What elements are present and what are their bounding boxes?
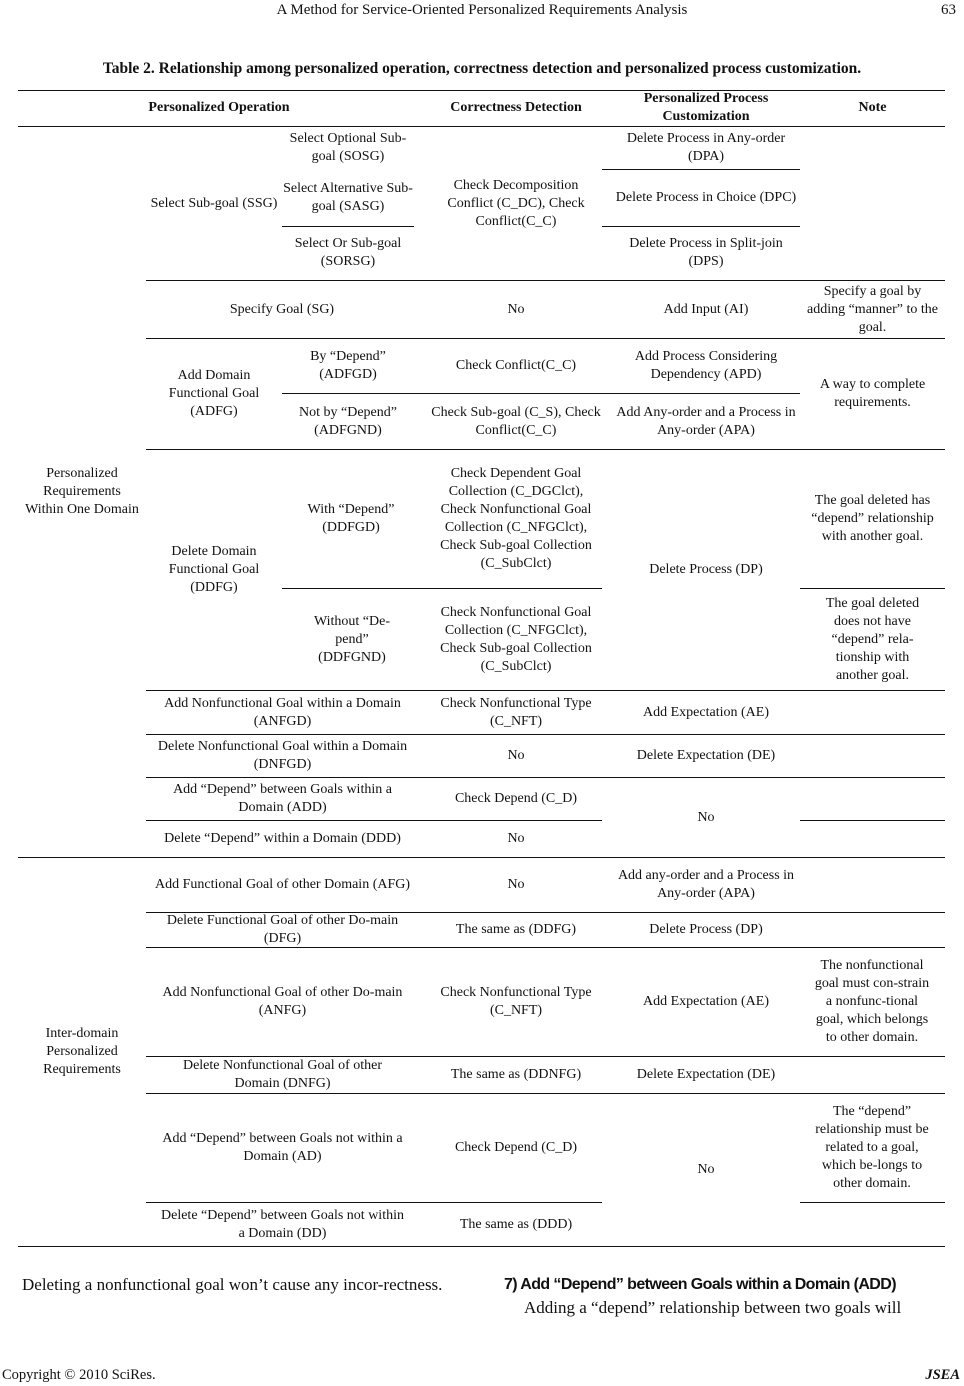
cell-text: Delete Functional Goal of other Do-main (DFG) <box>166 913 399 946</box>
cell-sorsg <box>282 226 414 280</box>
cell-dnfgd <box>150 735 415 777</box>
cell-ssg-detection <box>430 127 602 280</box>
cell-text: With “Depend” (DDFGD) <box>307 502 395 535</box>
cell-apa-2 <box>612 858 800 912</box>
cell-sg-detection <box>430 281 602 338</box>
cell-text: By “Depend” (ADFGD) <box>310 349 386 382</box>
cell-ad-detection <box>430 1094 602 1202</box>
cell-ai <box>612 281 800 338</box>
cell-text: Not by “Depend” (ADFGND) <box>299 404 397 438</box>
cell-text: Check Decomposition Conflict (C_DC), Check Conflict(C_C) <box>447 177 585 229</box>
page-number: 63 <box>941 2 956 18</box>
column-header-detection <box>430 90 602 126</box>
cell-text: Add Any-order and a Process in Any-order (APA) <box>616 404 796 438</box>
cell-dnfg-detection <box>430 1057 602 1093</box>
section-heading: 7) Add “Depend” between Goals within a Domain (ADD) <box>504 1276 896 1293</box>
column-header-operation <box>90 90 348 126</box>
cell-anfg-note <box>812 948 932 1056</box>
cell-add-ddd-customization <box>612 778 800 857</box>
cell-text: Add Domain Functional Goal (ADFG) <box>168 368 260 419</box>
cell-text: No <box>507 748 525 763</box>
cell-text: Select Or Sub-goal (SORSG) <box>294 236 402 269</box>
cell-adfg-note <box>805 339 940 449</box>
cell-anfgd <box>150 691 415 734</box>
cell-text: Add “Depend” between Goals within a Domain (ADD) <box>173 782 392 815</box>
cell-ddd <box>150 821 415 857</box>
cell-text: Check Nonfunctional Goal Collection (C_NFGClct), Check Sub-goal Collection (C_SubClct) <box>440 604 592 674</box>
cell-text: Add Input (AI) <box>663 301 749 317</box>
body-paragraph-left: Deleting a nonfunctional goal won’t cause any incor-rectness. <box>22 1275 443 1294</box>
group-label-inter-text: Inter-domain Personalized Requirements <box>43 1026 121 1077</box>
cell-ddfg <box>146 450 282 690</box>
cell-text: Delete Process (DP) <box>649 922 763 937</box>
cell-text: Check Conflict(C_C) <box>455 358 577 373</box>
cell-text: Add Nonfunctional Goal of other Do-main (ANFG) <box>162 985 403 1018</box>
cell-ddfgnd-detection <box>432 589 600 690</box>
cell-text: Without “De-pend” (DDFGND) <box>313 613 391 665</box>
cell-text: Delete Process in Split-join (DPS) <box>629 236 783 269</box>
column-header-note-text: Note <box>858 100 887 115</box>
running-header-title: A Method for Service-Oriented Personalized Requirements Analysis <box>276 2 688 18</box>
cell-add-detection <box>430 778 602 820</box>
cell-adfgnd-detection <box>430 394 602 449</box>
cell-ae-2 <box>612 948 800 1056</box>
table-bottom-rule <box>18 1246 945 1247</box>
cell-text: Add Nonfunctional Goal within a Domain (ANFGD) <box>164 695 401 729</box>
cell-text: No <box>507 877 525 892</box>
cell-text: Add Functional Goal of other Domain (AFG) <box>154 877 411 892</box>
cell-text: Delete Process in Any-order (DPA) <box>626 131 786 164</box>
cell-add <box>150 778 415 820</box>
cell-de-2 <box>612 1057 800 1093</box>
body-paragraph-right: Adding a “depend” relationship between two goals will <box>524 1298 902 1317</box>
cell-text: Delete “Depend” between Goals not within a Domain (DD) <box>161 1207 404 1241</box>
cell-text: Specify a goal by adding “manner” to the goal. <box>806 283 938 335</box>
cell-ddfgnd <box>300 589 404 690</box>
cell-text: Add Expectation (AE) <box>643 994 769 1009</box>
group-label-within-text: Personalized Requirements Within One Domain <box>25 466 139 517</box>
cell-sasg <box>282 170 414 226</box>
cell-anfg <box>150 948 415 1056</box>
cell-text: The “depend” relationship must be related to a goal, which be-longs to other domain. <box>815 1104 929 1191</box>
cell-adfg <box>146 339 282 449</box>
cell-text: Delete “Depend” within a Domain (DDD) <box>164 831 401 846</box>
table-caption: Table 2. Relationship among personalized operation, correctness detection and personalized process customization. <box>102 60 862 77</box>
cell-text: Select Optional Sub-goal (SOSG) <box>289 131 407 164</box>
cell-ad <box>160 1094 405 1202</box>
cell-anfg-detection <box>430 948 602 1056</box>
cell-sg <box>146 281 418 338</box>
column-header-note <box>800 90 945 126</box>
cell-ad-dd-customization <box>612 1094 800 1246</box>
cell-text: The goal deleted has “depend” relationship with another goal. <box>811 493 934 544</box>
cell-text: The same as (DDD) <box>459 1216 573 1232</box>
cell-sg-note <box>805 281 940 338</box>
cell-text: No <box>697 809 715 825</box>
cell-text: Select Alternative Sub-goal (SASG) <box>283 181 413 214</box>
cell-text: Specify Goal (SG) <box>229 301 335 317</box>
cell-text: The goal deleted does not have “depend” rela-tionship with another goal. <box>825 595 920 683</box>
column-header-customization-text: Personalized Process Customization <box>643 91 769 124</box>
cell-dp-2 <box>612 913 800 947</box>
cell-dd-detection <box>430 1203 602 1246</box>
footer-journal: JSEA <box>925 1367 960 1383</box>
cell-text: Delete Domain Functional Goal (DDFG) <box>168 544 260 595</box>
cell-sosg <box>282 127 414 169</box>
cell-text: No <box>507 301 525 317</box>
cell-adfgnd <box>282 394 414 449</box>
cell-dd <box>160 1203 405 1246</box>
cell-text: Check Sub-goal (C_S), Check Conflict(C_C) <box>431 404 601 438</box>
cell-text: Check Depend (C_D) <box>454 1140 578 1155</box>
cell-ae-1 <box>612 691 800 734</box>
cell-text: The same as (DDNFG) <box>450 1067 582 1082</box>
cell-dpc <box>612 170 800 226</box>
cell-text: The same as (DDFG) <box>455 922 577 937</box>
cell-ad-note <box>812 1094 932 1202</box>
cell-text: Add Process Considering Dependency (APD) <box>634 349 778 382</box>
column-header-operation-text: Personalized Operation <box>148 100 290 115</box>
cell-apa-1 <box>612 394 800 449</box>
cell-dnfgd-detection <box>430 735 602 777</box>
cell-text: Check Dependent Goal Collection (C_DGClct), Check Nonfunctional Goal Collection (C_NFGClct), Check Sub-goal Collection (C_SubClct) <box>440 466 592 571</box>
cell-ddfgd <box>282 450 420 588</box>
cell-ddfgd-detection <box>432 450 600 588</box>
cell-dfg-detection <box>430 913 602 947</box>
cell-text: Check Depend (C_D) <box>454 791 578 806</box>
cell-apd <box>612 339 800 393</box>
cell-adfgd-detection <box>430 339 602 393</box>
cell-anfgd-detection <box>430 691 602 734</box>
group-label-inter-domain <box>24 858 140 1246</box>
cell-dps <box>612 226 800 280</box>
cell-dpa <box>612 127 800 169</box>
column-header-detection-text: Correctness Detection <box>450 100 582 115</box>
cell-text: Add “Depend” between Goals not within a Domain (AD) <box>162 1131 403 1164</box>
cell-text: Check Nonfunctional Type (C_NFT) <box>440 695 592 729</box>
group-label-within-domain <box>24 127 140 857</box>
cell-ddfgnd-note <box>815 589 930 690</box>
footer-copyright: Copyright © 2010 SciRes. <box>2 1367 156 1383</box>
cell-ddd-detection <box>430 821 602 857</box>
cell-text: The nonfunctional goal must con-strain a nonfunc-tional goal, which belongs to other domain. <box>814 958 930 1045</box>
cell-text: Delete Expectation (DE) <box>636 748 776 763</box>
cell-text: A way to complete requirements. <box>819 377 926 410</box>
cell-ddfgd-note <box>810 450 935 588</box>
cell-afg <box>150 858 415 912</box>
cell-dnfg <box>160 1057 405 1093</box>
cell-text: Select Sub-goal (SSG) <box>150 195 278 211</box>
cell-text: Delete Process (DP) <box>649 562 763 577</box>
cell-text: Add Expectation (AE) <box>643 704 769 720</box>
cell-text: No <box>697 1162 715 1177</box>
cell-afg-detection <box>430 858 602 912</box>
cell-text: Check Nonfunctional Type (C_NFT) <box>440 985 592 1018</box>
cell-de-1 <box>612 735 800 777</box>
cell-ssg <box>146 127 282 280</box>
cell-ddfg-process <box>612 450 800 690</box>
cell-dfg <box>160 913 405 947</box>
cell-text: Delete Expectation (DE) <box>636 1067 776 1082</box>
cell-adfgd <box>282 339 414 393</box>
cell-text: Delete Process in Choice (DPC) <box>615 190 797 205</box>
cell-text: No <box>507 831 525 846</box>
cell-text: Delete Nonfunctional Goal of other Domain (DNFG) <box>182 1058 383 1091</box>
row-rule <box>800 820 945 821</box>
cell-text: Delete Nonfunctional Goal within a Domain (DNFGD) <box>157 739 408 772</box>
cell-text: Add any-order and a Process in Any-order (APA) <box>617 868 795 901</box>
column-header-customization <box>612 90 800 126</box>
row-rule <box>800 1202 945 1203</box>
